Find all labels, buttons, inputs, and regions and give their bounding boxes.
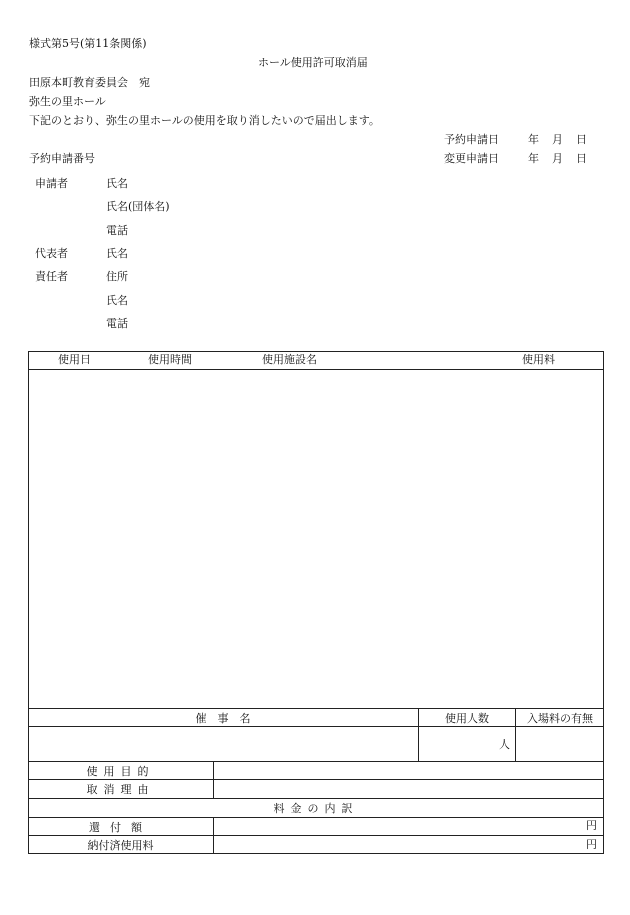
applicant-name-label: 氏名 — [106, 177, 128, 190]
event-name-header: 催 事 名 — [195, 711, 251, 725]
applicant-phone-label: 電話 — [106, 224, 128, 237]
persons-unit: 人 — [499, 738, 510, 751]
statement: 下記のとおり、弥生の里ホールの使用を取り消したいので届出します。 — [29, 114, 380, 127]
usage-header-fee: 使用料 — [522, 353, 555, 366]
usage-header-time: 使用時間 — [148, 353, 192, 366]
applicant-group-label: 氏名(団体名) — [106, 200, 170, 213]
admission-header: 入場料の有無 — [527, 711, 593, 725]
form-title: ホール使用許可取消届 — [258, 56, 368, 69]
reservation-date-label: 予約申請日 — [444, 133, 499, 146]
change-date-month: 月 — [552, 152, 563, 165]
reservation-date-year: 年 — [528, 133, 539, 146]
change-date-label: 変更申請日 — [444, 152, 499, 165]
event-header-divider — [28, 726, 604, 727]
usage-header-facility: 使用施設名 — [262, 353, 317, 366]
hall-name: 弥生の里ホール — [29, 95, 106, 108]
paid-yen: 円 — [586, 838, 597, 851]
fee-breakdown-label: 料金の内訳 — [273, 802, 359, 815]
form-number: 様式第5号(第11条関係) — [29, 37, 147, 50]
purpose-label: 使用目的 — [86, 764, 155, 778]
reservation-date-day: 日 — [576, 133, 587, 146]
change-date-day: 日 — [576, 152, 587, 165]
representative-name-label: 氏名 — [106, 247, 128, 260]
cancel-reason-label: 取消理由 — [86, 783, 155, 796]
col-divider-lower — [213, 817, 214, 854]
attendees-header: 使用人数 — [445, 711, 489, 725]
responsible-label: 責任者 — [35, 270, 68, 283]
reservation-date-month: 月 — [552, 133, 563, 146]
applicant-label: 申請者 — [35, 177, 68, 190]
paid-fee-label: 納付済使用料 — [87, 839, 154, 852]
representative-address-label: 住所 — [106, 270, 128, 283]
representative-label: 代表者 — [35, 247, 68, 260]
responsible-phone-label: 電話 — [106, 317, 128, 330]
reservation-number-label: 予約申請番号 — [29, 152, 95, 165]
refund-yen: 円 — [586, 819, 597, 832]
refund-amount-label: 還付額 — [89, 820, 152, 834]
change-date-year: 年 — [528, 152, 539, 165]
usage-table — [28, 351, 604, 709]
addressee: 田原本町教育委員会 宛 — [29, 76, 150, 89]
responsible-name-label: 氏名 — [106, 294, 128, 307]
usage-header-divider — [28, 369, 604, 370]
usage-header-date: 使用日 — [58, 353, 91, 366]
col-divider-upper — [213, 761, 214, 798]
